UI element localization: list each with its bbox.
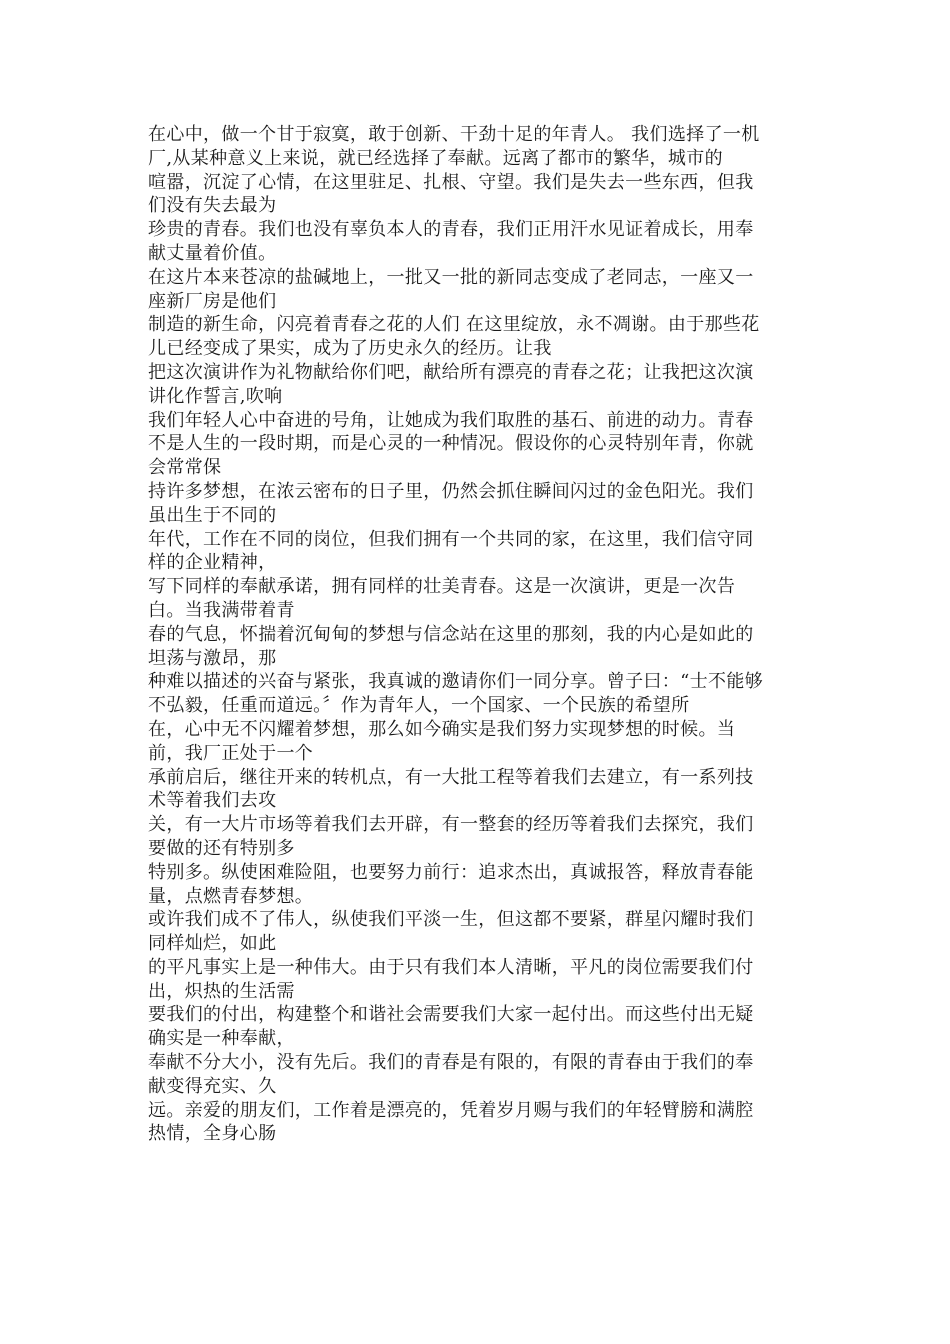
text-line: 或许我们成不了伟人，纵使我们平淡一生，但这都不要紧，群星闪耀时我们: [148, 909, 754, 931]
text-line: 喧嚣，沉淀了心情，在这里驻足、扎根、守望。我们是失去一些东西，但我: [148, 171, 754, 193]
text-line: 远。亲爱的朋友们，工作着是漂亮的，凭着岁月赐与我们的年轻臂膀和满腔: [148, 1099, 754, 1121]
text-line: 在心中，做一个甘于寂寞，敢于创新、干劲十足的年青人。 我们选择了一机: [148, 124, 760, 145]
text-line: 年代，工作在不同的岗位，但我们拥有一个共同的家，在这里，我们信守同: [148, 528, 754, 550]
text-line: 出，炽热的生活需: [148, 980, 295, 1002]
text-line: 会常常保: [148, 457, 222, 479]
text-line: 讲化作誓言,吹响: [148, 385, 283, 407]
text-line: 写下同样的奉献承诺，拥有同样的壮美青春。这是一次演讲，更是一次告: [148, 576, 736, 598]
text-line: 奉献不分大小，没有先后。我们的青春是有限的，有限的青春由于我们的奉: [148, 1052, 754, 1074]
text-line: 不是人生的一段时期，而是心灵的一种情况。假设你的心灵特别年青，你就: [148, 433, 754, 455]
text-line: 我们年轻人心中奋进的号角，让她成为我们取胜的基石、前进的动力。青春: [148, 409, 754, 431]
text-line: 儿已经变成了果实，成为了历史永久的经历。让我: [148, 338, 552, 360]
text-line: 珍贵的青春。我们也没有辜负本人的青春，我们正用汗水见证着成长，用奉: [148, 219, 754, 241]
text-line: 种难以描述的兴奋与紧张，我真诚的邀请你们一同分享。曾子曰：“士不能够: [148, 671, 764, 693]
text-line: 白。当我满带着青: [148, 599, 295, 621]
text-line: 献变得充实、久: [148, 1075, 277, 1097]
text-line: 样的企业精神，: [148, 552, 277, 574]
text-line: 特别多。纵使困难险阻，也要努力前行：追求杰出，真诚报答，释放青春能: [148, 861, 754, 883]
text-line: 在这片本来苍凉的盐碱地上，一批又一批的新同志变成了老同志，一座又一: [148, 266, 754, 288]
text-line: 座新厂房是他们: [148, 290, 277, 312]
text-line: 同样灿烂，如此: [148, 933, 277, 955]
text-line: 把这次演讲作为礼物献给你们吧，献给所有漂亮的青春之花；让我把这次演: [148, 361, 754, 383]
text-line: 承前启后，继往开来的转机点，有一大批工程等着我们去建立，有一系列技: [148, 766, 754, 788]
text-line: 的平凡事实上是一种伟大。由于只有我们本人清晰，平凡的岗位需要我们付: [148, 956, 754, 978]
text-line: 前，我厂正处于一个: [148, 742, 314, 764]
text-line: 量，点燃青春梦想。: [148, 885, 314, 907]
text-line: 献丈量着价值。: [148, 242, 277, 264]
body-text: [148, 123, 808, 1146]
text-line: 虽出生于不同的: [148, 504, 277, 526]
text-line: 术等着我们去攻: [148, 790, 277, 812]
text-line: 们没有失去最为: [148, 195, 277, 217]
text-line: 要做的还有特别多: [148, 837, 295, 859]
text-line: 坦荡与激昂，那: [148, 647, 277, 669]
text-line: 厂,从某种意义上来说，就已经选择了奉献。远离了都市的繁华，城市的: [148, 147, 723, 169]
text-line: 要我们的付出，构建整个和谐社会需要我们大家一起付出。而这些付出无疑: [148, 1004, 754, 1026]
text-line: 确实是一种奉献，: [148, 1028, 295, 1050]
text-line: 不弘毅，任重而道远。〞作为青年人，一个国家、一个民族的希望所: [148, 695, 690, 717]
text-line: 关，有一大片市场等着我们去开辟，有一整套的经历等着我们去探究，我们: [148, 814, 754, 836]
text-line: 在，心中无不闪耀着梦想，那么如今确实是我们努力实现梦想的时候。当: [148, 718, 736, 740]
text-line: 制造的新生命，闪亮着青春之花的人们 在这里绽放，永不凋谢。由于那些花: [148, 314, 760, 336]
text-line: 持许多梦想，在浓云密布的日子里，仍然会抓住瞬间闪过的金色阳光。我们: [148, 480, 754, 502]
text-line: 热情，全身心肠: [148, 1123, 277, 1145]
text-line: 春的气息，怀揣着沉甸甸的梦想与信念站在这里的那刻，我的内心是如此的: [148, 623, 754, 645]
